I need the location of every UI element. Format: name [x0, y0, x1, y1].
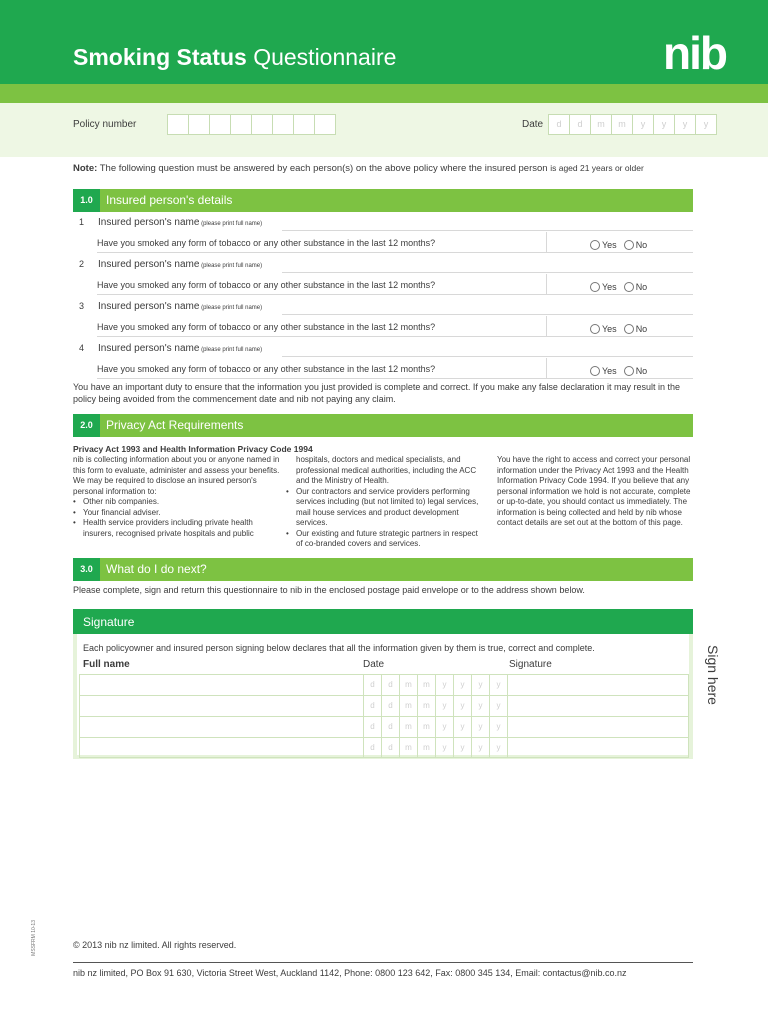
- signature-date-box[interactable]: y: [454, 717, 472, 737]
- signature-date-box[interactable]: y: [454, 675, 472, 695]
- section-1-number: 1.0: [73, 189, 100, 212]
- signature-date-box[interactable]: m: [418, 717, 436, 737]
- full-name-cell[interactable]: [80, 738, 364, 757]
- policy-number-box[interactable]: [230, 114, 252, 135]
- person-name-field[interactable]: [282, 230, 693, 231]
- full-name-header: Full name: [83, 659, 130, 670]
- section-2-number: 2.0: [73, 414, 100, 437]
- name-label-text: Insured person's name: [98, 301, 200, 312]
- date-box[interactable]: m: [590, 114, 612, 135]
- signature-date-box[interactable]: d: [364, 738, 382, 757]
- section-3-title: What do I do next?: [106, 562, 207, 576]
- signature-date-box[interactable]: d: [382, 738, 400, 757]
- signature-row: [79, 737, 689, 758]
- signature-date-box[interactable]: y: [490, 696, 508, 716]
- smoking-question: Have you smoked any form of tobacco or any other substance in the last 12 months?: [97, 322, 436, 332]
- signature-date-box[interactable]: y: [472, 738, 490, 757]
- person-name-label: [98, 301, 262, 312]
- date-box[interactable]: m: [611, 114, 633, 135]
- question-line: [97, 378, 693, 379]
- name-hint: (please print full name): [199, 263, 263, 269]
- question-divider: [546, 232, 547, 253]
- privacy-col-1-intro: nib is collecting information about you or anyone named in this form to evaluate, administer and assess your benefits. We may be required to disclose an insured person's personal information to:: [73, 455, 280, 496]
- signature-date-box[interactable]: m: [400, 738, 418, 757]
- yes-no-options: [590, 324, 654, 334]
- signature-bar: [73, 609, 693, 634]
- smoking-question: Have you smoked any form of tobacco or any other substance in the last 12 months?: [97, 364, 436, 374]
- copyright: © 2013 nib nz limited. All rights reserved.: [73, 940, 237, 950]
- no-option[interactable]: [624, 282, 648, 292]
- no-option[interactable]: [624, 324, 648, 334]
- signature-row: [79, 674, 689, 695]
- signature-date-box[interactable]: m: [400, 675, 418, 695]
- date-box[interactable]: d: [569, 114, 591, 135]
- smoking-question: Have you smoked any form of tobacco or any other substance in the last 12 months?: [97, 280, 436, 290]
- signature-row: [79, 716, 689, 737]
- footer-address: nib nz limited, PO Box 91 630, Victoria Street West, Auckland 1142, Phone: 0800 123 642, Fax: 0800 345 134, Email: contactus@nib.co.nz: [73, 968, 627, 978]
- date-label: Date: [522, 119, 544, 130]
- date-box[interactable]: d: [548, 114, 570, 135]
- title-bold: Smoking Status: [73, 44, 247, 70]
- privacy-list-item: • Our existing and future strategic partners in respect of co-branded covers and services.: [286, 529, 481, 550]
- full-name-cell[interactable]: [80, 675, 364, 695]
- note-prefix: Note:: [73, 163, 98, 174]
- note-small: is aged 21 years or older: [550, 163, 644, 173]
- no-label: No: [635, 324, 648, 334]
- privacy-list-item: • Our contractors and service providers performing services including (but not limited to) legal services, mail house services and product development services.: [286, 487, 481, 529]
- yes-radio[interactable]: [590, 282, 600, 292]
- signature-date-box[interactable]: m: [418, 696, 436, 716]
- signature-date-box[interactable]: d: [382, 675, 400, 695]
- no-radio[interactable]: [624, 240, 634, 250]
- question-line: [97, 294, 693, 295]
- yes-option[interactable]: [590, 240, 617, 250]
- privacy-col-1-list: [73, 497, 283, 539]
- signature-title: Signature: [83, 615, 135, 629]
- policy-number-box[interactable]: [167, 114, 189, 135]
- page-title: [73, 44, 396, 71]
- signature-cell[interactable]: [508, 696, 688, 716]
- policy-number-box[interactable]: [293, 114, 315, 135]
- yes-option[interactable]: [590, 324, 617, 334]
- name-hint: (please print full name): [199, 221, 263, 227]
- privacy-col-2-intro: hospitals, doctors and medical specialists, and professional medical authorities, including the ACC and the Ministry of Health.: [296, 455, 477, 485]
- person-index: 2: [79, 259, 85, 269]
- name-label-text: Insured person's name: [98, 343, 200, 354]
- section-2-title: Privacy Act Requirements: [106, 418, 244, 432]
- person-index: 3: [79, 301, 85, 311]
- signature-date-box[interactable]: y: [472, 696, 490, 716]
- title-rest: Questionnaire: [246, 44, 397, 70]
- header-band: [0, 0, 768, 84]
- privacy-list-item: • Other nib companies.: [73, 497, 283, 508]
- date-box[interactable]: y: [653, 114, 675, 135]
- yes-no-options: [590, 282, 654, 292]
- question-divider: [546, 316, 547, 337]
- signature-date-box[interactable]: y: [436, 738, 454, 757]
- no-radio[interactable]: [624, 366, 634, 376]
- date-box[interactable]: y: [695, 114, 717, 135]
- person-name-field[interactable]: [282, 272, 693, 273]
- signature-cell[interactable]: [508, 675, 688, 695]
- person-name-field[interactable]: [282, 356, 693, 357]
- section-1-title: Insured person's details: [106, 193, 233, 207]
- signature-date-box[interactable]: y: [436, 696, 454, 716]
- yes-label: Yes: [602, 240, 617, 250]
- yes-option[interactable]: [590, 366, 617, 376]
- section-3-number: 3.0: [73, 558, 100, 581]
- name-label-text: Insured person's name: [98, 259, 200, 270]
- section-1-bar: [73, 189, 693, 212]
- question-divider: [546, 358, 547, 379]
- privacy-list-item: • Your financial adviser.: [73, 508, 283, 519]
- date-box[interactable]: y: [674, 114, 696, 135]
- signature-date-box[interactable]: m: [418, 738, 436, 757]
- person-index: 1: [79, 217, 85, 227]
- signature-date-box[interactable]: m: [400, 696, 418, 716]
- policy-number-box[interactable]: [188, 114, 210, 135]
- person-name-label: [98, 217, 262, 228]
- question-divider: [546, 274, 547, 295]
- note: [73, 163, 644, 174]
- signature-declaration: Each policyowner and insured person signing below declares that all the information given by them is true, correct and complete.: [83, 643, 595, 653]
- footer-divider: [73, 962, 693, 963]
- no-radio[interactable]: [624, 282, 634, 292]
- policy-number-box[interactable]: [272, 114, 294, 135]
- no-radio[interactable]: [624, 324, 634, 334]
- sign-here-label: Sign here: [705, 645, 721, 705]
- yes-radio[interactable]: [590, 240, 600, 250]
- date-field[interactable]: [548, 114, 716, 135]
- no-label: No: [635, 240, 648, 250]
- signature-date-box[interactable]: y: [436, 717, 454, 737]
- privacy-col-2-list: [286, 487, 481, 550]
- person-index: 4: [79, 343, 85, 353]
- privacy-heading: Privacy Act 1993 and Health Information Privacy Code 1994: [73, 444, 313, 454]
- policy-number-box[interactable]: [251, 114, 273, 135]
- signature-header: Signature: [509, 659, 552, 670]
- no-label: No: [635, 282, 648, 292]
- full-name-cell[interactable]: [80, 696, 364, 716]
- note-text: The following question must be answered by each person(s) on the above policy where the insured person: [97, 163, 551, 174]
- person-name-label: [98, 343, 262, 354]
- question-line: [97, 336, 693, 337]
- signature-date-box[interactable]: y: [454, 696, 472, 716]
- signature-table: [79, 674, 689, 758]
- signature-date-box[interactable]: m: [400, 717, 418, 737]
- signature-date-box[interactable]: d: [382, 717, 400, 737]
- next-steps-text: Please complete, sign and return this questionnaire to nib in the enclosed postage paid envelope or to the address shown below.: [73, 585, 585, 595]
- yes-radio[interactable]: [590, 324, 600, 334]
- signature-date-box[interactable]: d: [382, 696, 400, 716]
- nib-logo: nib: [663, 27, 726, 79]
- signature-date-box[interactable]: d: [364, 696, 382, 716]
- signature-row: [79, 695, 689, 716]
- person-name-label: [98, 259, 262, 270]
- policy-number-field[interactable]: [167, 114, 335, 135]
- signature-date-box[interactable]: y: [490, 717, 508, 737]
- section-2-bar: [73, 414, 693, 437]
- yes-no-options: [590, 240, 654, 250]
- privacy-col-2: [286, 455, 481, 550]
- no-option[interactable]: [624, 366, 648, 376]
- person-name-field[interactable]: [282, 314, 693, 315]
- privacy-list-item: • Health service providers including private health insurers, recognised private hospitals and public: [73, 518, 283, 539]
- name-label-text: Insured person's name: [98, 217, 200, 228]
- smoking-question: Have you smoked any form of tobacco or any other substance in the last 12 months?: [97, 238, 436, 248]
- question-line: [97, 252, 693, 253]
- no-option[interactable]: [624, 240, 648, 250]
- yes-label: Yes: [602, 282, 617, 292]
- signature-date-box[interactable]: y: [472, 675, 490, 695]
- name-hint: (please print full name): [199, 347, 263, 353]
- name-hint: (please print full name): [199, 305, 263, 311]
- policy-number-label: Policy number: [73, 119, 137, 130]
- privacy-col-1: [73, 455, 283, 539]
- no-label: No: [635, 366, 648, 376]
- yes-label: Yes: [602, 324, 617, 334]
- signature-date-box[interactable]: y: [490, 675, 508, 695]
- date-box[interactable]: y: [632, 114, 654, 135]
- signature-date-box[interactable]: y: [490, 738, 508, 757]
- signature-date-box[interactable]: d: [364, 675, 382, 695]
- policy-number-box[interactable]: [209, 114, 231, 135]
- header-stripe: [0, 84, 768, 103]
- signature-date-box[interactable]: d: [364, 717, 382, 737]
- duty-statement: You have an important duty to ensure that the information you just provided is complete and correct. If you make any false declaration it may result in the policy being avoided from the commencement date and nib not paying any claim.: [73, 382, 680, 404]
- yes-radio[interactable]: [590, 366, 600, 376]
- signature-date-box[interactable]: y: [436, 675, 454, 695]
- signature-date-box[interactable]: y: [454, 738, 472, 757]
- signature-cell[interactable]: [508, 738, 688, 757]
- full-name-cell[interactable]: [80, 717, 364, 737]
- yes-option[interactable]: [590, 282, 617, 292]
- signature-date-box[interactable]: m: [418, 675, 436, 695]
- section-3-bar: [73, 558, 693, 581]
- signature-cell[interactable]: [508, 717, 688, 737]
- signature-date-box[interactable]: y: [472, 717, 490, 737]
- date-header: Date: [363, 659, 385, 670]
- privacy-col-3: You have the right to access and correct your personal information under the Privacy Act 1993 and the Health Information Privacy Code 1994. If you believe that any personal information we hold is not accurate, complete or up-to-date, you should contact us immediately. The information is being collected and held by nib whose contact details are set out at the bottom of this page.: [497, 455, 691, 527]
- yes-label: Yes: [602, 366, 617, 376]
- form-code: MSSFRM 10-13: [31, 920, 37, 956]
- policy-number-box[interactable]: [314, 114, 336, 135]
- yes-no-options: [590, 366, 654, 376]
